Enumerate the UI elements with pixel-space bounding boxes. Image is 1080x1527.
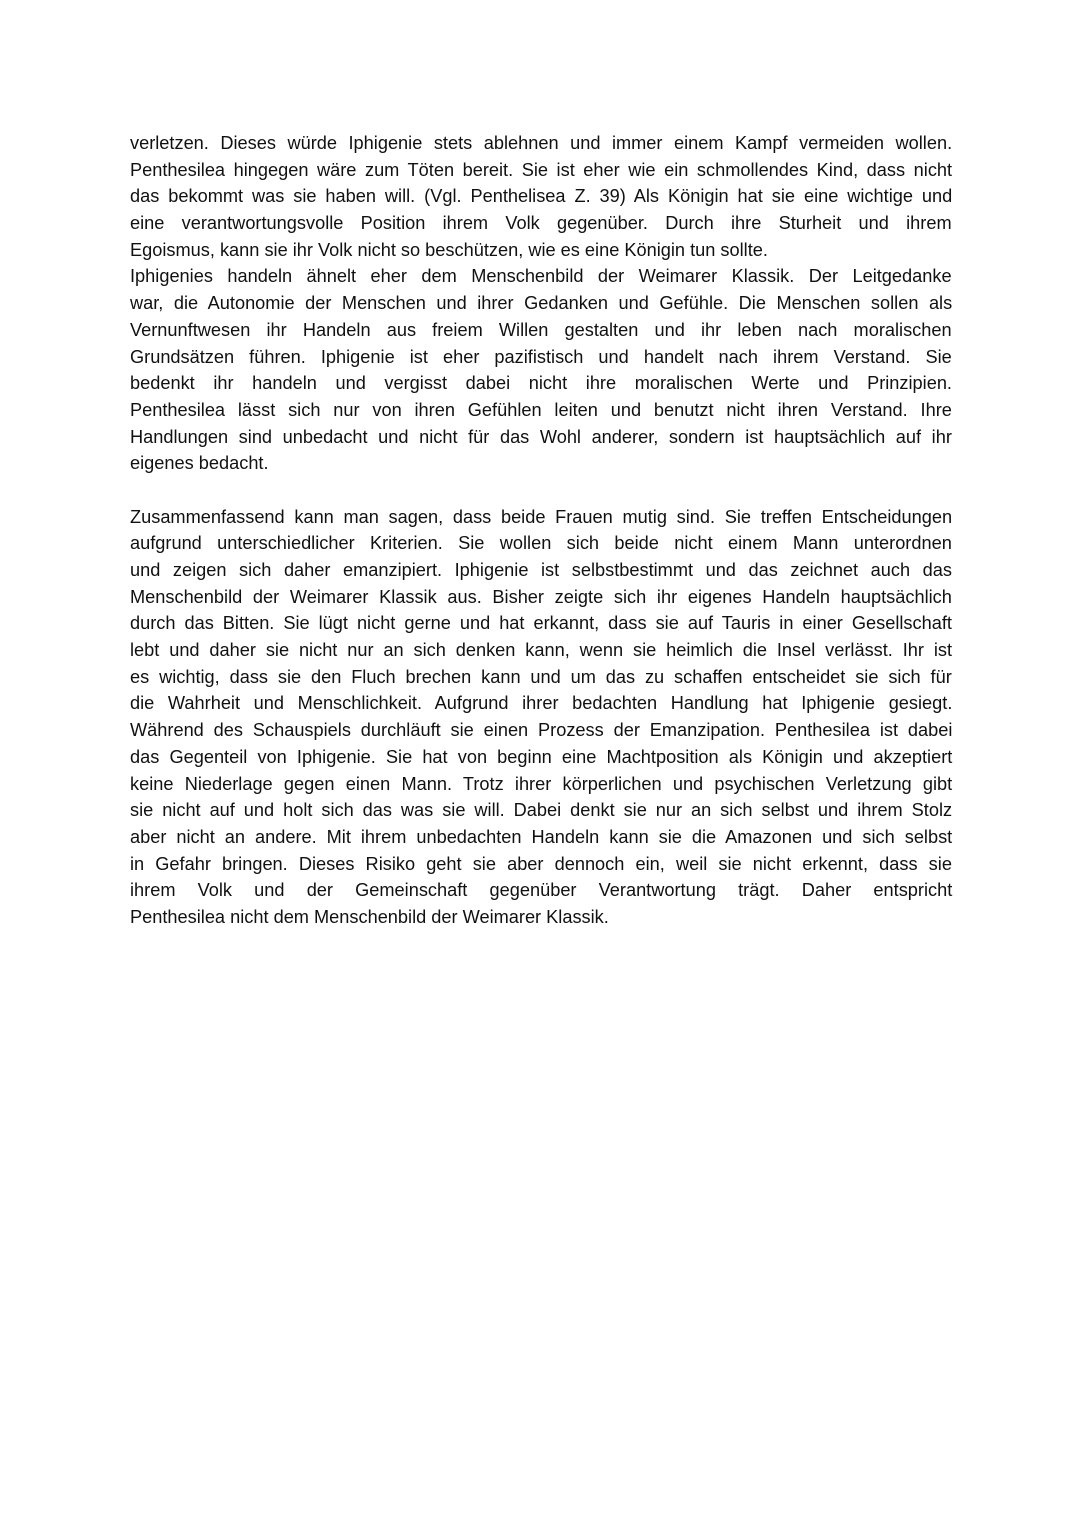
text-line: lebt und daher sie nicht nur an sich denken kann, wenn sie heimlich die Insel verlässt. Ihr ist (130, 640, 953, 661)
text-line: keine Niederlage gegen einen Mann. Trotz ihrer körperlichen und psychischen Verletzung gibt (130, 773, 953, 794)
text-line: Iphigenies handeln ähnelt eher dem Menschenbild der Weimarer Klassik. Der Leitgedanke (130, 266, 952, 287)
text-line: Vernunftwesen ihr Handeln aus freiem Willen gestalten und ihr leben nach moralischen (130, 319, 952, 340)
text-line: aufgrund unterschiedlicher Kriterien. Sie wollen sich beide nicht einem Mann unterordnen (130, 533, 952, 554)
text-line: verletzen. Dieses würde Iphigenie stets ablehnen und immer einem Kampf vermeiden wollen. (130, 133, 953, 153)
text-line: durch das Bitten. Sie lügt nicht gerne und hat erkannt, dass sie auf Tauris in einer Gesellschaft (130, 613, 952, 634)
text-line: Handlungen sind unbedacht und nicht für das Wohl anderer, sondern ist hauptsächlich auf ihr (130, 426, 952, 447)
text-line: und zeigen sich daher emanzipiert. Iphigenie ist selbstbestimmt und das zeichnet auch das (130, 560, 952, 580)
text-line: Grundsätzen führen. Iphigenie ist eher pazifistisch und handelt nach ihrem Verstand. Sie (130, 346, 952, 367)
text-line: das Gegenteil von Iphigenie. Sie hat von beginn eine Machtposition als Königin und akzeptiert (130, 746, 953, 767)
text-line: Egoismus, kann sie ihr Volk nicht so beschützen, wie es eine Königin tun sollte. (130, 239, 768, 260)
text-line: Penthesilea hingegen wäre zum Töten bereit. Sie ist eher wie ein schmollendes Kind, dass nicht (130, 159, 953, 180)
text-line: sie nicht auf und holt sich das was sie will. Dabei denkt sie nur an sich selbst und ihrem Stolz (130, 800, 953, 821)
text-line: Penthesilea nicht dem Menschenbild der Weimarer Klassik. (130, 906, 609, 927)
text-line: eigenes bedacht. (130, 453, 269, 474)
paragraph-1 (130, 130, 952, 263)
text-line: war, die Autonomie der Menschen und ihrer Gedanken und Gefühle. Die Menschen sollen als (130, 293, 953, 314)
text-line: die Wahrheit und Menschlichkeit. Aufgrund ihrer bedachten Handlung hat Iphigenie gesiegt. (130, 693, 953, 714)
text-line: es wichtig, dass sie den Fluch brechen kann und um das zu schaffen entscheidet sie sich für (130, 666, 952, 687)
text-line: bedenkt ihr handeln und vergisst dabei nicht ihre moralischen Werte und Prinzipien. (130, 373, 952, 394)
document-body (130, 130, 952, 931)
text-line: Während des Schauspiels durchläuft sie einen Prozess der Emanzipation. Penthesilea ist dabei (130, 720, 953, 741)
text-line: Zusammenfassend kann man sagen, dass beide Frauen mutig sind. Sie treffen Entscheidungen (130, 506, 953, 527)
text-line: das bekommt was sie haben will. (Vgl. Penthelisea Z. 39) Als Königin hat sie eine wichtige und (130, 186, 953, 207)
paragraph-3 (130, 504, 952, 931)
text-line: ihrem Volk und der Gemeinschaft gegenüber Verantwortung trägt. Daher entspricht (130, 880, 953, 901)
text-line: Menschenbild der Weimarer Klassik aus. Bisher zeigte sich ihr eigenes Handeln hauptsächlich (130, 586, 952, 607)
text-line: Penthesilea lässt sich nur von ihren Gefühlen leiten und benutzt nicht ihren Verstand. Ihre (130, 399, 952, 420)
text-line: aber nicht an andere. Mit ihrem unbedachten Handeln kann sie die Amazonen und sich selbst (130, 826, 953, 847)
text-line: eine verantwortungsvolle Position ihrem Volk gegenüber. Durch ihre Sturheit und ihrem (130, 213, 952, 234)
text-line: in Gefahr bringen. Dieses Risiko geht sie aber dennoch ein, weil sie nicht erkennt, dass sie (130, 853, 952, 874)
paragraph-2 (130, 263, 952, 477)
paragraph-spacer (130, 477, 952, 504)
